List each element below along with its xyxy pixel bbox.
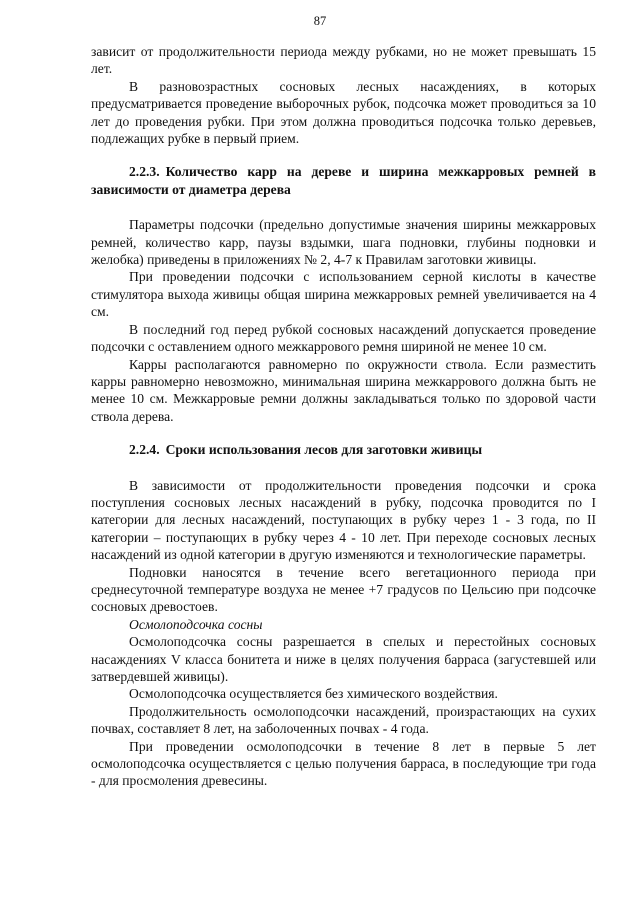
subheading: Осмолоподсочка сосны — [129, 616, 263, 632]
paragraph: Осмолоподсочка сосны разрешается в спелых и перестойных сосновых насаждениях V класса бонитета и ниже в целях получения барраса (загустевшей или затвердевшей живицы). — [91, 634, 596, 684]
paragraph: Подновки наносятся в течение всего вегетационного периода при среднесуточной температуре воздуха не менее +7 градусов по Цельсию при подсочке сосновых древостоев. — [91, 564, 596, 615]
paragraph: Осмолоподсочка осуществляется без химического воздействия. — [129, 686, 498, 702]
section-heading-2-2-3 — [91, 163, 596, 198]
paragraph: Продолжительность осмолоподсочки насаждений, произрастающих на сухих почвах, составляет 8 лет, на заболоченных почвах - 4 года. — [91, 703, 596, 737]
paragraph: Карры располагаются равномерно по окружности ствола. Если разместить карры равномерно невозможно, минимальная ширина межкаррового должна быть не менее 10 см. Межкарровые ремни должны закладываться только по здоровой части ствола дерева. — [91, 356, 596, 424]
section-number: 2.2.4. — [129, 442, 160, 458]
section-heading-2-2-4 — [91, 441, 596, 458]
paragraph: При проведении осмолоподсочки в течение 8 лет в первые 5 лет осмолоподсочка осуществляется с целью получения барраса, в последующие три года - для просмоления древесины. — [91, 738, 596, 789]
section-number: 2.2.3. — [129, 164, 160, 180]
page-content — [91, 43, 596, 790]
paragraph: В зависимости от продолжительности проведения подсочки и срока поступления сосновых лесных насаждений в рубку, подсочка проводится по I категории для лесных насаждений, поступающих в рубку через 1 - 3 года, по II категории – поступающих в рубку через 4 - 10 лет. При переходе сосновых лесных насаждений из одной категории в другую изменяются и технологические параметры. — [91, 477, 596, 563]
section-title: Количество карр на дереве и ширина межкарровых ремней в зависимости от диаметра дерева — [91, 164, 596, 197]
paragraph-continuation: зависит от продолжительности периода между рубками, но не может превышать 15 лет. — [91, 44, 596, 77]
paragraph: Параметры подсочки (предельно допустимые значения ширины межкарровых ремней, количество карр, паузы вздымки, шага подновки, глубины подновки и желобка) приведены в приложениях № 2, 4-7 к Правилам заготовки живицы. — [91, 217, 596, 268]
paragraph: При проведении подсочки с использованием серной кислоты в качестве стимулятора выхода живицы общая ширина межкарровых ремней увеличивается на 4 см. — [91, 269, 596, 320]
paragraph: В последний год перед рубкой сосновых насаждений допускается проведение подсочки с оставлением одного межкаррового ремня шириной не менее 10 см. — [91, 321, 596, 355]
paragraph: В разновозрастных сосновых лесных насаждениях, в которых предусматривается проведение выборочных рубок, подсочка может проводиться за 10 лет до проведения рубки. При этом должна проводиться подсочка только деревьев, подлежащих рубке в первый прием. — [91, 78, 596, 147]
page-number: 87 — [313, 14, 327, 28]
section-title: Сроки использования лесов для заготовки живицы — [165, 442, 483, 458]
